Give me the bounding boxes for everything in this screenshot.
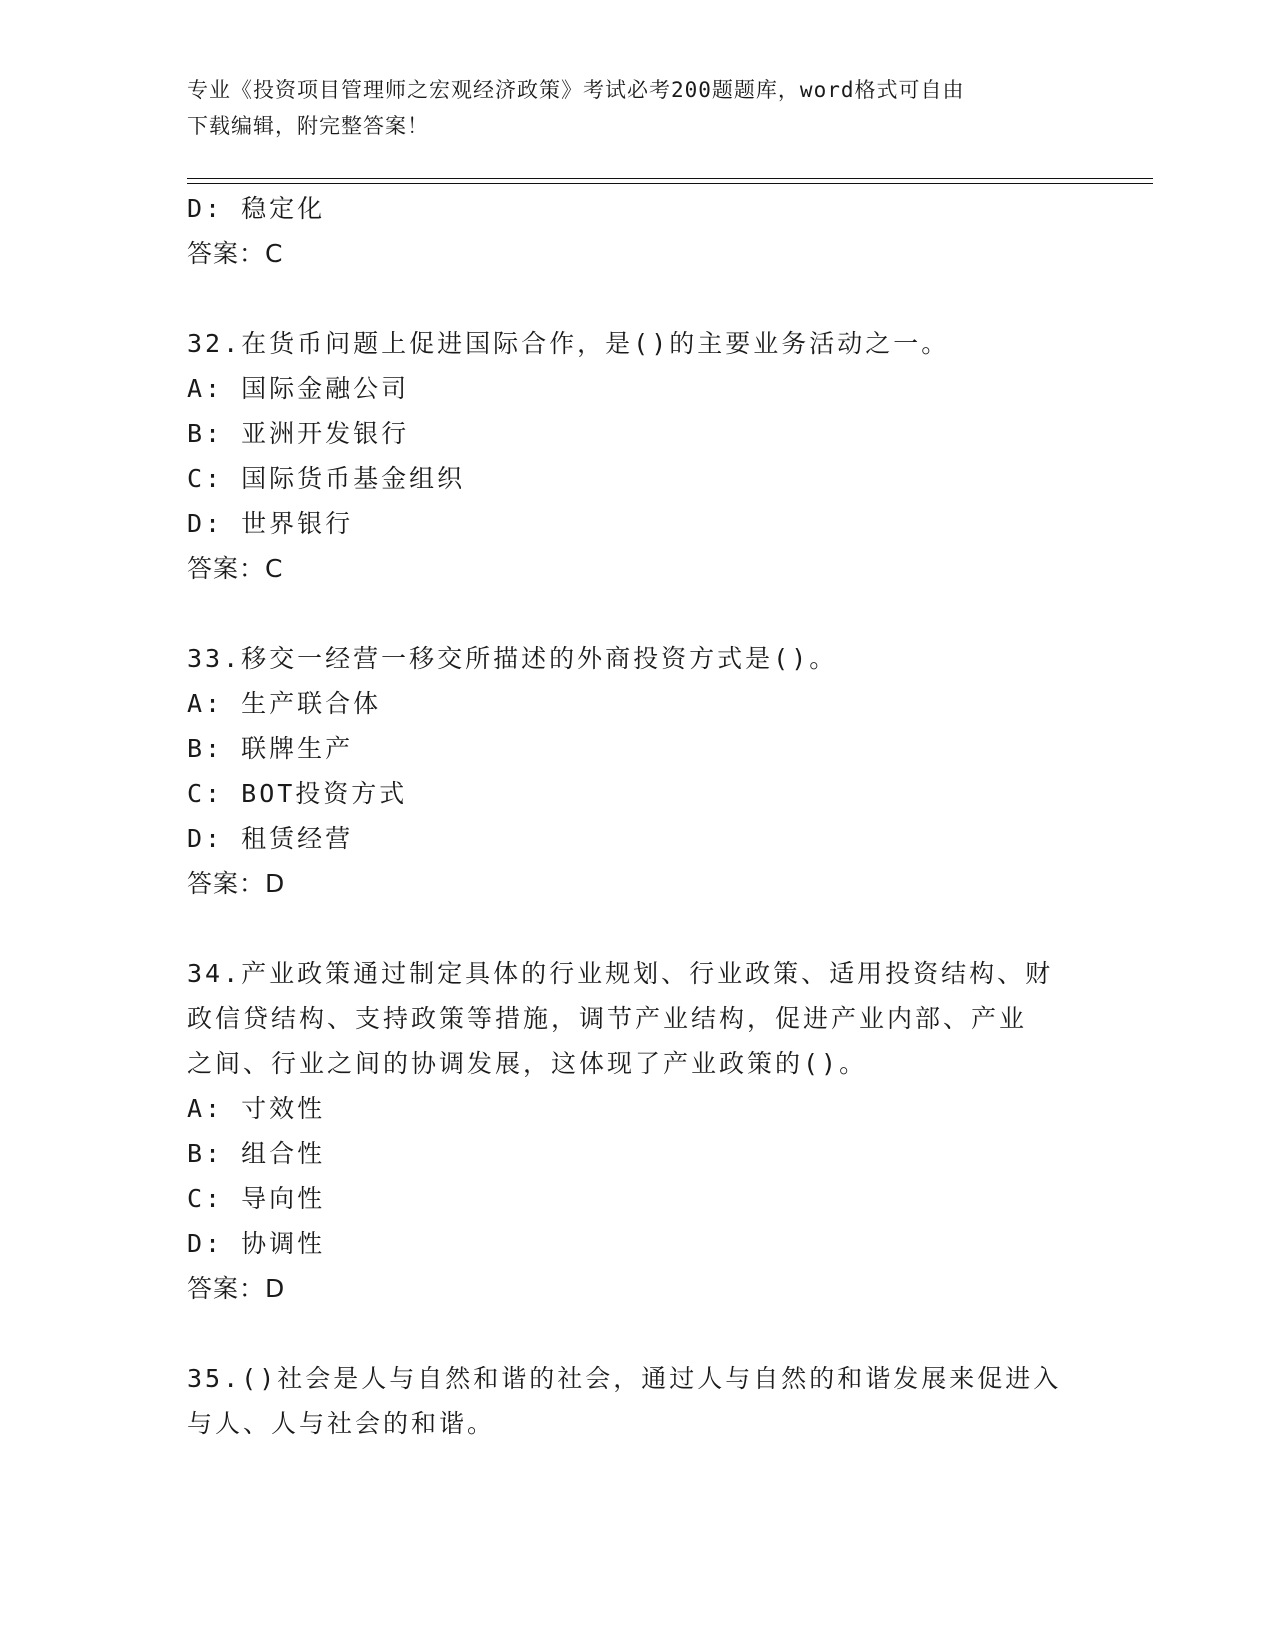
spacer xyxy=(187,591,1077,636)
question-stem-line-2: 政信贷结构、支持政策等措施，调节产业结构，促进产业内部、产业 xyxy=(187,1004,1028,1033)
option-a: A: 寸效性 xyxy=(187,1094,326,1123)
header-line-2: 下载编辑，附完整答案！ xyxy=(187,114,429,138)
question-stem-line-3: 之间、行业之间的协调发展，这体现了产业政策的()。 xyxy=(187,1049,868,1078)
question-stem-line-1: 34.产业政策通过制定具体的行业规划、行业政策、适用投资结构、财 xyxy=(187,959,1054,988)
spacer xyxy=(187,276,1077,321)
option-c: C: 导向性 xyxy=(187,1184,326,1213)
header-line-1: 专业《投资项目管理师之宏观经济政策》考试必考200题题库，word格式可自由 xyxy=(187,78,965,102)
question-stem-line-2: 与人、人与社会的和谐。 xyxy=(187,1409,496,1438)
option-c: C: 国际货币基金组织 xyxy=(187,464,466,493)
option-b: B: 联牌生产 xyxy=(187,734,354,763)
question-31-tail xyxy=(187,186,1077,276)
option-b: B: 组合性 xyxy=(187,1139,326,1168)
question-34 xyxy=(187,951,1077,1311)
option-a: A: 生产联合体 xyxy=(187,689,382,718)
header-rule-bottom xyxy=(187,183,1153,184)
answer: 答案：D xyxy=(187,1274,286,1303)
question-content xyxy=(187,186,1077,1446)
question-stem: 32.在货币问题上促进国际合作，是()的主要业务活动之一。 xyxy=(187,329,950,358)
question-32 xyxy=(187,321,1077,591)
document-header xyxy=(187,72,1067,144)
option-d: D: 世界银行 xyxy=(187,509,354,538)
spacer xyxy=(187,906,1077,951)
question-33 xyxy=(187,636,1077,906)
answer: 答案：C xyxy=(187,239,284,268)
spacer xyxy=(187,1311,1077,1356)
option-d: D: 租赁经营 xyxy=(187,824,354,853)
answer: 答案：C xyxy=(187,554,284,583)
option-b: B: 亚洲开发银行 xyxy=(187,419,410,448)
answer: 答案：D xyxy=(187,869,286,898)
question-stem-line-1: 35.()社会是人与自然和谐的社会，通过人与自然的和谐发展来促进入 xyxy=(187,1364,1062,1393)
option-c: C: BOT投资方式 xyxy=(187,779,408,808)
option-d: D: 协调性 xyxy=(187,1229,326,1258)
question-35 xyxy=(187,1356,1077,1446)
header-rule-top xyxy=(187,178,1153,179)
question-stem: 33.移交一经营一移交所描述的外商投资方式是()。 xyxy=(187,644,838,673)
option-a: A: 国际金融公司 xyxy=(187,374,410,403)
option-d: D: 稳定化 xyxy=(187,194,326,223)
